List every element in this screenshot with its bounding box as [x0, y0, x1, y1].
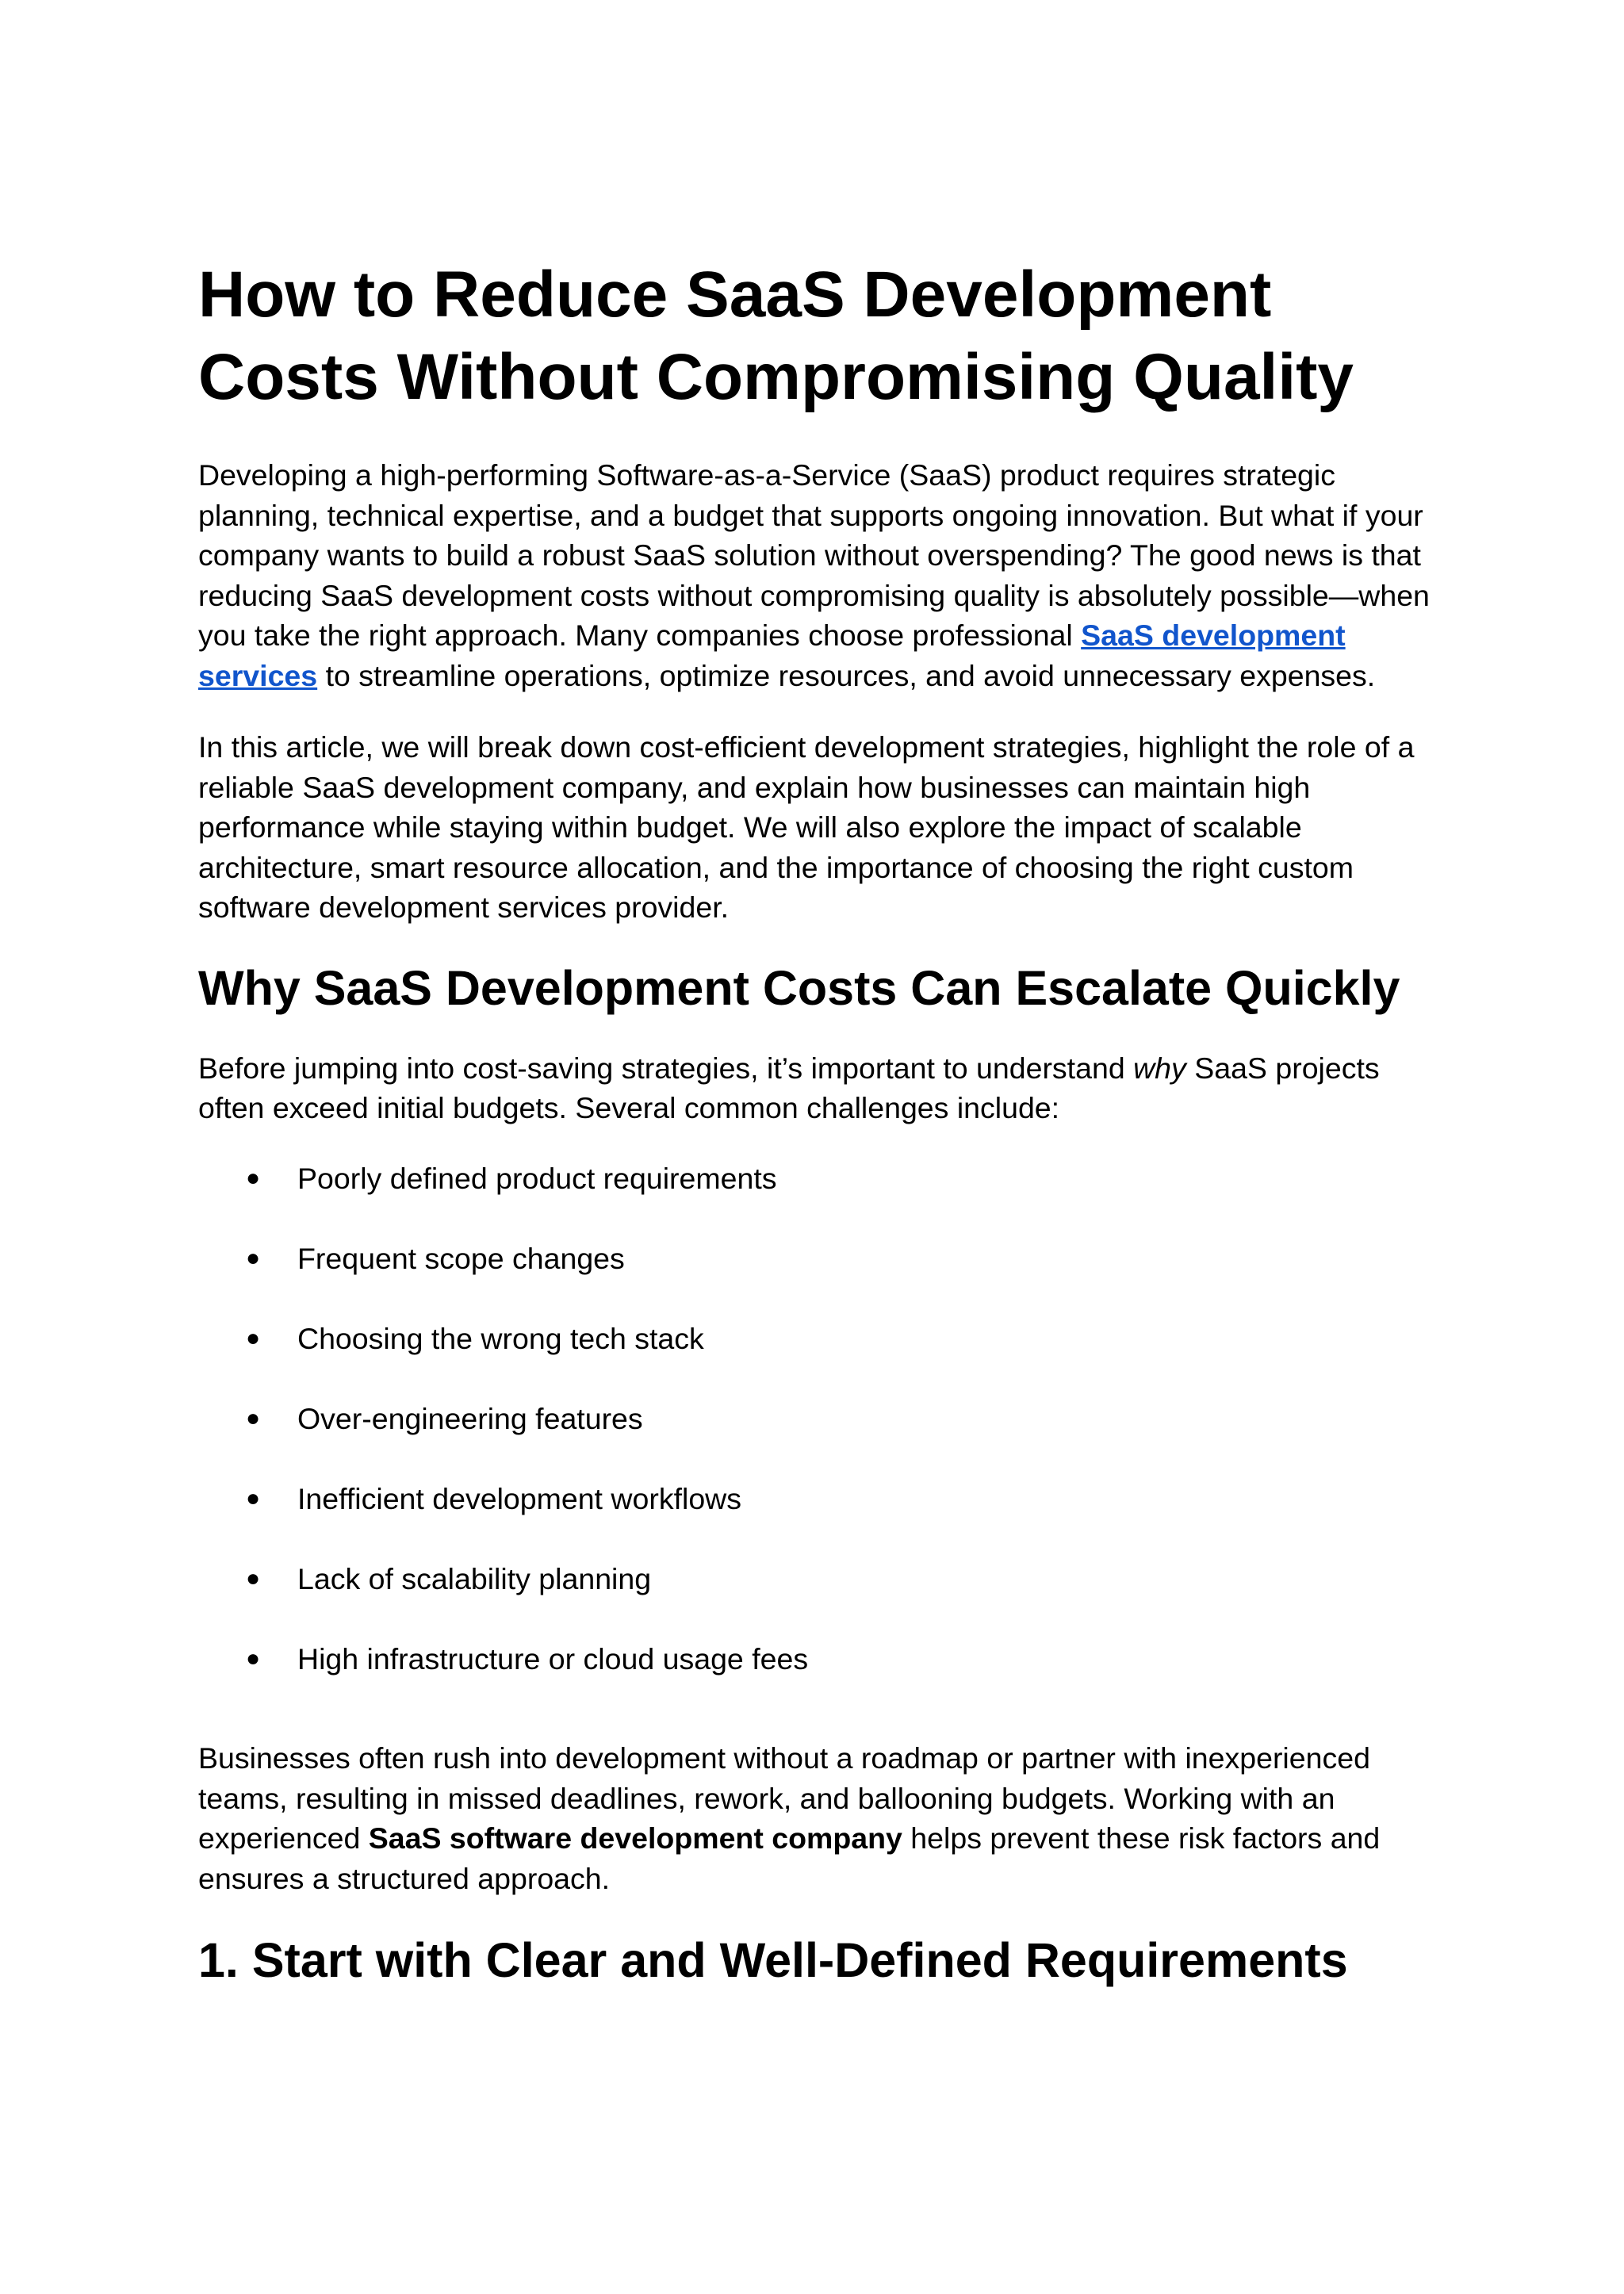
challenges-intro-after-italic: SaaS projects often exceed initial budgets. Several common challenges include:: [198, 1051, 1380, 1124]
list-item-text: Lack of scalability planning: [297, 1561, 652, 1595]
bullet-icon: ●: [246, 1404, 261, 1431]
article-title: How to Reduce SaaS Development Costs Without Compromising Quality: [198, 259, 1354, 413]
challenges-list: [198, 1158, 1451, 1679]
list-item: [198, 1399, 1451, 1439]
closing-paragraph: [198, 1738, 1451, 1898]
closing-text-before-bold: Businesses often rush into development without a roadmap or partner with inexperienced teams, resulting in missed deadlines, rework, and ballooning budgets. Working with an experienced: [198, 1741, 1370, 1855]
intro-paragraph: [198, 455, 1451, 695]
list-item: [198, 1639, 1451, 1679]
list-item-text: Over-engineering features: [297, 1401, 643, 1435]
section-heading-clear-requirements: 1. Start with Clear and Well-Defined Requirements: [198, 1933, 1348, 1987]
list-item: [198, 1158, 1451, 1199]
challenges-intro-before-italic: Before jumping into cost-saving strategies, it’s important to understand: [198, 1051, 1134, 1085]
bullet-icon: ●: [246, 1484, 261, 1511]
second-paragraph: In this article, we will break down cost-efficient development strategies, highlight the role of a reliable SaaS development company, and explain how businesses can maintain high performance while staying within budget. We will also explore the impact of scalable architecture, smart resource allocation, and the importance of choosing the right custom software development services provider.: [198, 730, 1415, 924]
list-item: [198, 1239, 1451, 1279]
bullet-icon: ●: [246, 1645, 261, 1672]
saas-development-services-link[interactable]: SaaS development services: [198, 618, 1346, 692]
section-heading-why-costs-escalate: Why SaaS Development Costs Can Escalate Quickly: [198, 960, 1400, 1015]
list-item-text: Inefficient development workflows: [297, 1481, 742, 1515]
closing-text-after-bold: helps prevent these risk factors and ensures a structured approach.: [198, 1821, 1381, 1895]
list-item: [198, 1559, 1451, 1599]
bullet-icon: ●: [246, 1244, 261, 1271]
bullet-icon: ●: [246, 1564, 261, 1591]
bullet-icon: ●: [246, 1324, 261, 1351]
intro-text-after-link: to streamline operations, optimize resources, and avoid unnecessary expenses.: [317, 658, 1376, 692]
document-page: [198, 254, 1451, 1990]
list-item: [198, 1479, 1451, 1519]
intro-text-before-link: Developing a high-performing Software-as-a-Service (SaaS) product requires strategic planning, technical expertise, and a budget that supports ongoing innovation. But what if your company wants to build a robust SaaS solution without overspending? The good news is that reducing SaaS development costs without compromising quality is absolutely possible—when you take the right approach. Many companies choose professional: [198, 458, 1430, 652]
list-item: [198, 1319, 1451, 1359]
bullet-icon: ●: [246, 1164, 261, 1191]
list-item-text: High infrastructure or cloud usage fees: [297, 1641, 809, 1676]
list-item-text: Choosing the wrong tech stack: [297, 1321, 704, 1355]
challenges-intro-italic: why: [1133, 1051, 1186, 1085]
list-item-text: Poorly defined product requirements: [297, 1161, 777, 1195]
list-item-text: Frequent scope changes: [297, 1241, 625, 1275]
challenges-intro-paragraph: [198, 1048, 1451, 1128]
closing-bold-phrase: SaaS software development company: [368, 1821, 902, 1855]
